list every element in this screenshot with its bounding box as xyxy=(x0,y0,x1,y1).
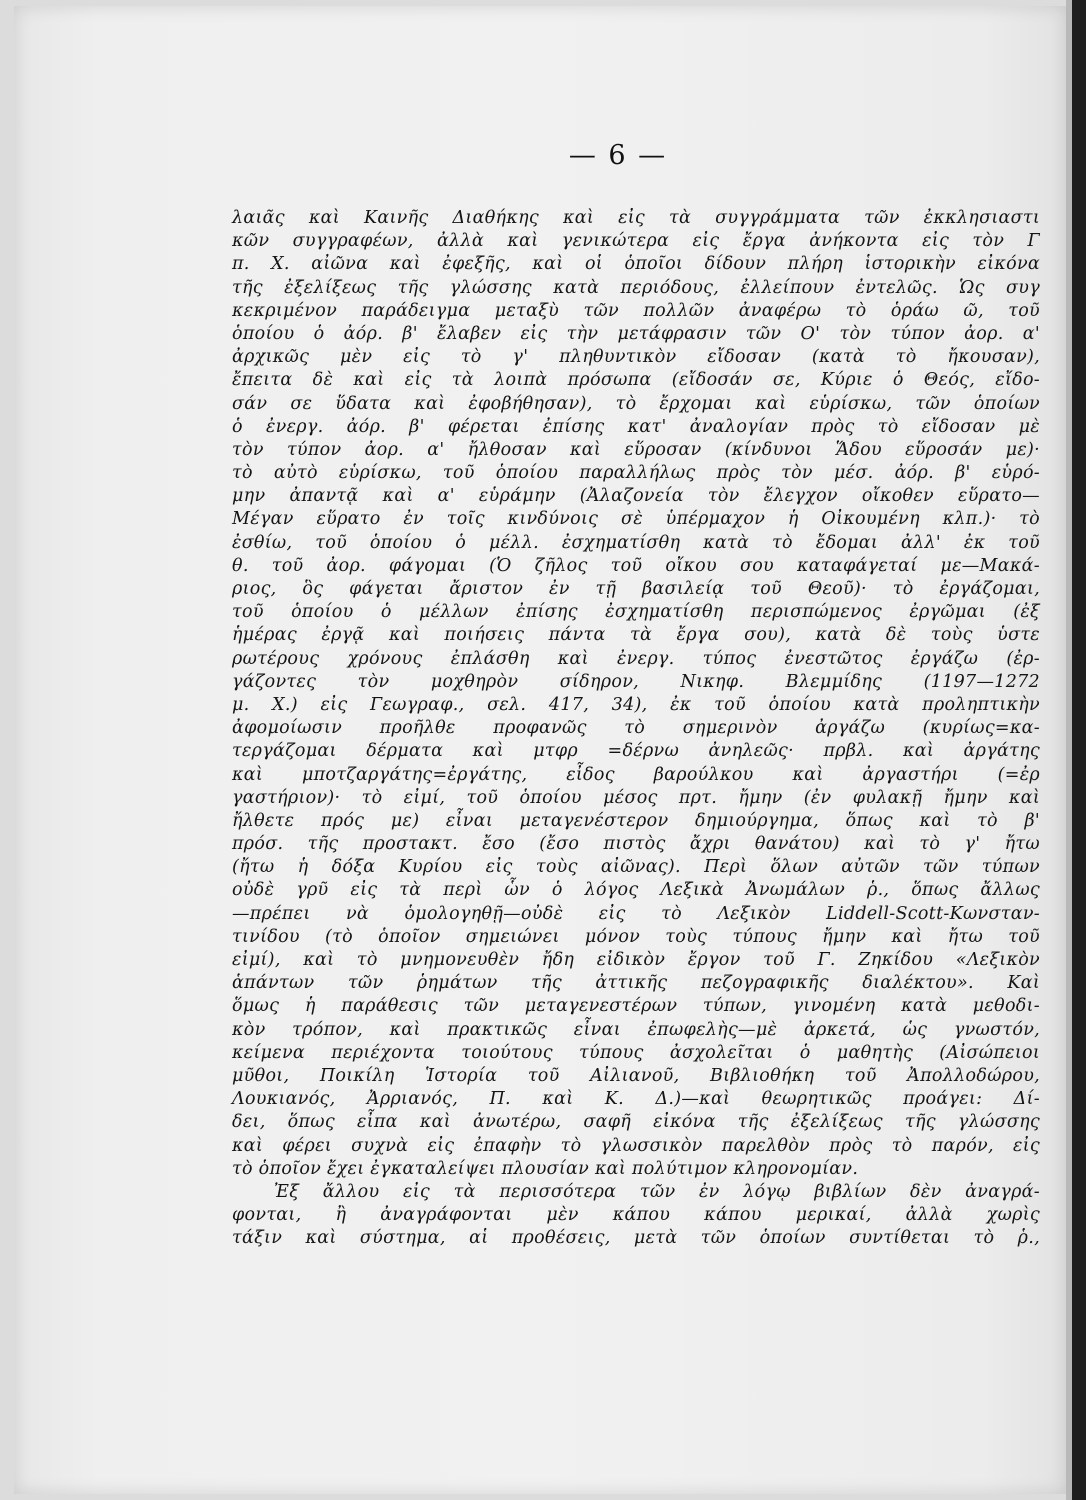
text-line: Ἐξ ἄλλου εἰς τὰ περισσότερα τῶν ἐν λόγῳ βιβλίων δὲν ἀναγρά- xyxy=(274,1181,1040,1202)
text-line: τῆς ἐξελίξεως τῆς γλώσσης κατὰ περιόδους, ἐλλείπουν ἐντελῶς. Ὡς συγ xyxy=(232,277,1040,298)
text-line: λαιᾶς καὶ Καινῆς Διαθήκης καὶ εἰς τὰ συγγράμματα τῶν ἐκκλησιαστι xyxy=(232,208,1040,228)
text-line: ὁποίου ὁ ἀόρ. β' ἔλαβεν εἰς τὴν μετάφρασιν τῶν Ο' τὸν τύπον ἀορ. α' xyxy=(232,323,1040,344)
text-line: οὐδὲ γρῦ εἰς τὰ περὶ ὧν ὁ λόγος Λεξικὰ Ἀνωμάλων ῥ., ὅπως ἄλλως xyxy=(232,880,1040,901)
text-line: (ἤτω ἡ δόξα Κυρίου εἰς τοὺς αἰῶνας). Περὶ ὅλων αὐτῶν τῶν τύπων xyxy=(232,857,1040,878)
text-line: ἀρχικῶς μὲν εἰς τὸ γ' πληθυντικὸν εἴδοσαν (κατὰ τὸ ἤκουσαν), xyxy=(232,347,1040,368)
text-line: ἤλθετε πρός με) εἶναι μεταγενέστερον δημιούργημα, ὅπως καὶ τὸ β' xyxy=(232,810,1040,831)
text-line: τὸ ὁποῖον ἔχει ἐγκαταλείψει πλουσίαν καὶ πολύτιμον κληρονομίαν. xyxy=(232,1158,859,1179)
text-line: ὁ ἐνεργ. ἀόρ. β' φέρεται ἐπίσης κατ' ἀναλογίαν πρὸς τὸ εἴδοσαν μὲ xyxy=(232,416,1040,437)
text-line: εἰμί), καὶ τὸ μνημονευθὲν ἤδη εἰδικὸν ἔργον τοῦ Γ. Ζηκίδου «Λεξικὸν xyxy=(232,950,1040,970)
text-line: κεκριμένον παράδειγμα μεταξὺ τῶν πολλῶν ἀναφέρω τὸ ὁράω ῶ, τοῦ xyxy=(232,300,1040,321)
text-line: τοῦ ὁποίου ὁ μέλλων ἐπίσης ἐσχηματίσθη περισπώμενος ἐργῶμαι (ἐξ xyxy=(232,602,1040,623)
text-line: τάξιν καὶ σύστημα, αἱ προθέσεις, μετὰ τῶν ὁποίων συντίθεται τὸ ῥ., xyxy=(232,1228,1040,1249)
text-line: ὅμως ἡ παράθεσις τῶν μεταγενεστέρων τύπων, γινομένη κατὰ μεθοδι- xyxy=(232,996,1040,1017)
text-line: —πρέπει νὰ ὁμολογηθῇ—οὐδὲ εἰς τὸ Λεξικὸν Liddell-Scott-Κωνσταν- xyxy=(232,903,1040,924)
scanner-border xyxy=(1072,0,1086,1500)
text-line: τινίδου (τὸ ὁποῖον σημειώνει μόνον τοὺς τύπους ἤμην καὶ ἤτω τοῦ xyxy=(232,926,1040,947)
text-line: κείμενα περιέχοντα τοιούτους τύπους ἀσχολεῖται ὁ μαθητὴς (Αἰσώπειοι xyxy=(232,1042,1040,1063)
text-line: Μέγαν εὕρατο ἐν τοῖς κινδύνοις σὲ ὑπέρμαχον ἡ Οἰκουμένη κλπ.)· τὸ xyxy=(232,509,1040,530)
text-line: Λουκιανός, Ἀρριανός, Π. καὶ Κ. Δ.)—καὶ θεωρητικῶς προάγει: Δί- xyxy=(232,1089,1040,1110)
text-line: πρόσ. τῆς προστακτ. ἔσο (ἔσο πιστὸς ἄχρι θανάτου) καὶ τὸ γ' ἤτω xyxy=(232,834,1040,855)
text-line: θ. τοῦ ἀορ. φάγομαι (Ὁ ζῆλος τοῦ οἴκου σου καταφάγεταί με—Μακά- xyxy=(232,555,1040,576)
text-line: ἁπάντων τῶν ῥημάτων τῆς ἀττικῆς πεζογραφικῆς διαλέκτου». Καὶ xyxy=(232,973,1040,994)
text-line: φονται, ἢ ἀναγράφονται μὲν κάπου κάπου μερικαί, ἀλλὰ χωρὶς xyxy=(232,1205,1040,1226)
body-text xyxy=(232,207,1040,1250)
text-line: π. Χ. αἰῶνα καὶ ἐφεξῆς, καὶ οἱ ὁποῖοι δίδουν πλήρη ἱστορικὴν εἰκόνα xyxy=(232,254,1040,275)
text-line: μῦθοι, Ποικίλη Ἱστορία τοῦ Αἰλιανοῦ, Βιβλιοθήκη τοῦ Ἀπολλοδώρου, xyxy=(232,1065,1040,1086)
text-line: γάζοντες τὸν μοχθηρὸν σίδηρον, Νικηφ. Βλεμμίδης (1197—1272 xyxy=(232,671,1040,692)
text-line: καὶ μποτζαργάτης=ἐργάτης, εἶδος βαρούλκου καὶ ἀργαστήρι (=ἐρ xyxy=(232,764,1040,785)
text-line: δει, ὅπως εἶπα καὶ ἀνωτέρω, σαφῆ εἰκόνα τῆς ἐξελίξεως τῆς γλώσσης xyxy=(232,1112,1040,1133)
page-number: — 6 — xyxy=(568,140,668,171)
text-line: γαστήριον)· τὸ εἰμί, τοῦ ὁποίου μέσος πρτ. ἤμην (ἐν φυλακῇ ἤμην καὶ xyxy=(232,787,1040,808)
text-line: μην ἀπαντᾷ καὶ α' εὑράμην (Ἀλαζονεία τὸν ἔλεγχον οἴκοθεν εὕρατο— xyxy=(232,486,1040,507)
text-line: ἐσθίω, τοῦ ὁποίου ὁ μέλλ. ἐσχηματίσθη κατὰ τὸ ἔδομαι ἀλλ' ἐκ τοῦ xyxy=(232,532,1040,553)
text-line: κὸν τρόπον, καὶ πρακτικῶς εἶναι ἐπωφελὴς—μὲ ἀρκετά, ὡς γνωστόν, xyxy=(232,1019,1040,1040)
text-line: κῶν συγγραφέων, ἀλλὰ καὶ γενικώτερα εἰς ἔργα ἀνήκοντα εἰς τὸν Γ xyxy=(232,231,1040,252)
text-line: ἔπειτα δὲ καὶ εἰς τὰ λοιπὰ πρόσωπα (εἴδοσάν σε, Κύριε ὁ Θεός, εἴδο- xyxy=(232,370,1040,391)
text-line: τὸ αὐτὸ εὑρίσκω, τοῦ ὁποίου παραλλήλως πρὸς τὸν μέσ. ἀόρ. β' εὑρό- xyxy=(232,463,1040,484)
text-line: μ. Χ.) εἰς Γεωγραφ., σελ. 417, 34), ἐκ τοῦ ὁποίου κατὰ προληπτικὴν xyxy=(232,694,1040,715)
text-line: ρωτέρους χρόνους ἐπλάσθη καὶ ἐνεργ. τύπος ἐνεστῶτος ἐργάζω (ἐρ- xyxy=(232,648,1040,669)
text-line: ἡμέρας ἐργᾷ καὶ ποιήσεις πάντα τὰ ἔργα σου), κατὰ δὲ τοὺς ὑστε xyxy=(232,625,1040,646)
text-line: τὸν τύπον ἀορ. α' ἤλθοσαν καὶ εὕροσαν (κίνδυνοι Ἅδου εὕροσάν με)· xyxy=(232,439,1040,460)
text-line: τεργάζομαι δέρματα καὶ μτφρ =δέρνω ἀνηλεῶς· πρβλ. καὶ ἀργάτης xyxy=(232,741,1040,762)
text-line: σάν σε ὕδατα καὶ ἐφοβήθησαν), τὸ ἔρχομαι καὶ εὑρίσκω, τῶν ὁποίων xyxy=(232,393,1040,414)
text-line: καὶ φέρει συχνὰ εἰς ἐπαφὴν τὸ γλωσσικὸν παρελθὸν πρὸς τὸ παρόν, εἰς xyxy=(232,1135,1040,1156)
text-line: ἀφομοίωσιν προῆλθε προφανῶς τὸ σημερινὸν ἀργάζω (κυρίως=κα- xyxy=(232,718,1040,739)
text-line: ριος, ὃς φάγεται ἄριστον ἐν τῇ βασιλείᾳ τοῦ Θεοῦ)· τὸ ἐργάζομαι, xyxy=(232,579,1040,599)
